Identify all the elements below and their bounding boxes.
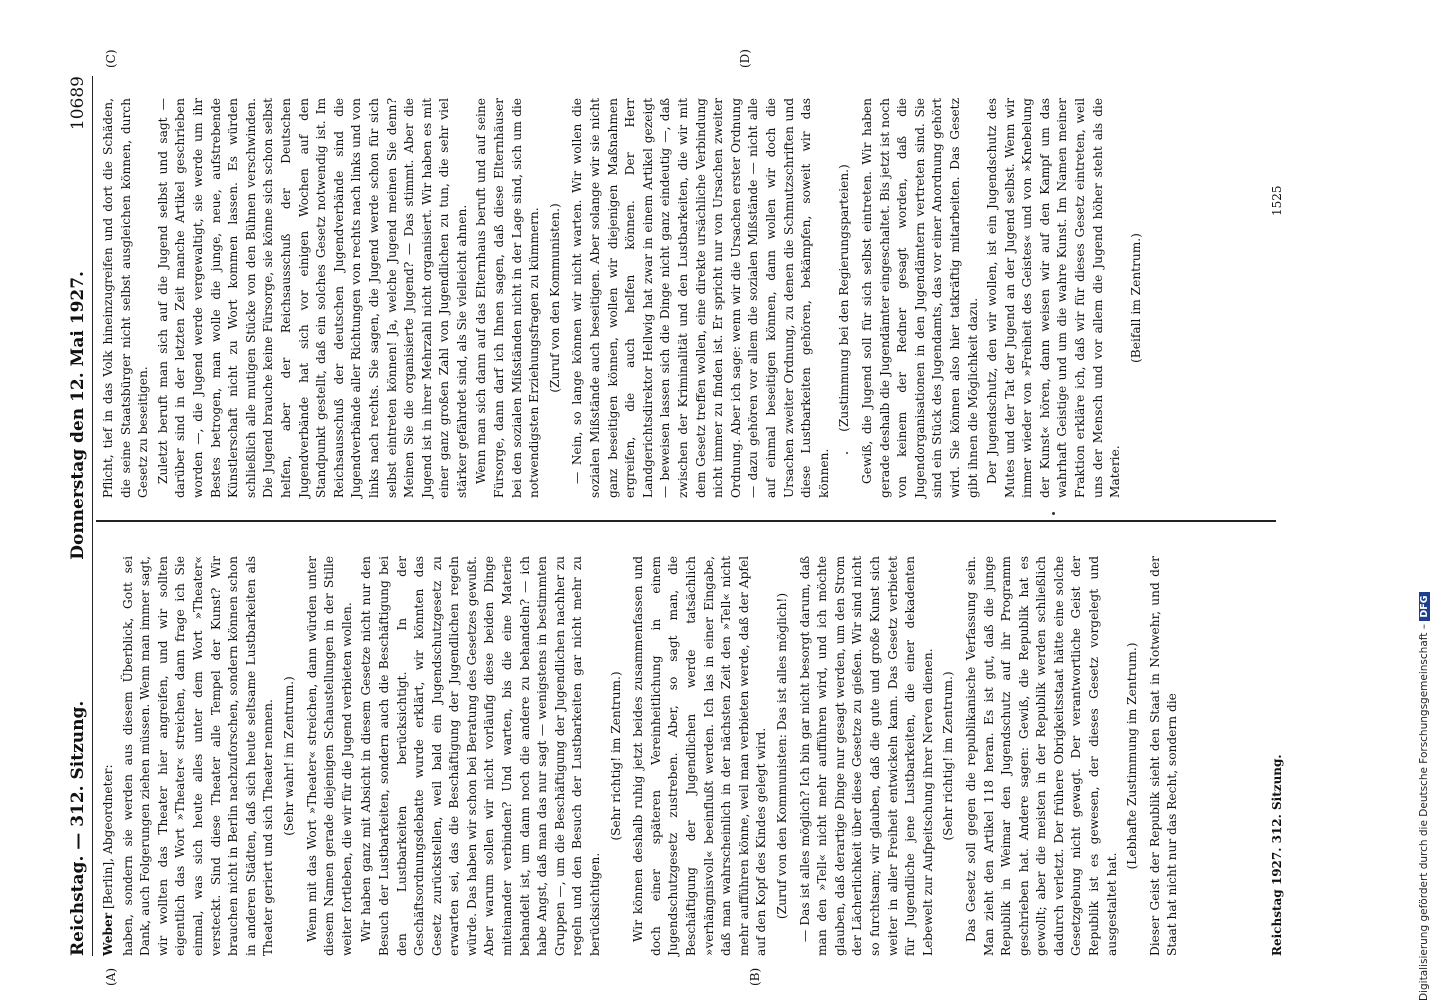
paragraph: haben, sondern sie werden aus diesem Überblick, Gott sei Dank, auch Folgerungen ziehen müssen. Wenn man immer sagt, wir wollten das Theater hier angreifen, und wir sollten eigentlich das Wort »Theater« streichen, dann frage ich Sie einmal, was sich heute alles unter dem Wort »Theater« versteckt. Sind diese Theater alle Tempel der Kunst? Wir brauchen nicht in Berlin nachzuforschen, sondern können schon in anderen Städten, daß sich heute seltsame Lustbarkeiten als Theater geriert und sich Theater nennen. (120, 556, 276, 956)
interjection: (Sehr richtig! im Zentrum.) (608, 671, 623, 841)
interjection: (Sehr richtig! im Zentrum.) (941, 671, 956, 841)
paragraph (100, 556, 118, 956)
document-page (48, 49, 1378, 986)
margin-marker-b: (B) (748, 967, 762, 986)
text-column-right (100, 98, 1150, 498)
interjection: (Lebhafte Zustimmung im Zentrum.) (1125, 642, 1140, 870)
footer-page-number: 1525 (1270, 185, 1284, 216)
header-page-number: 10689 (68, 76, 88, 131)
paragraph: Gewiß, die Jugend soll für sich selbst eintreten. Wir haben gerade deshalb die Jugendämter eingeschaltet. Bis jetzt ist noch von keinem der Redner gesagt worden, daß die Jugendorganisationen in den Jugendämtern vertreten sind. Sie sind ein Stück des Jugendamts, das vor einer Anordnung gehört wird. Sie können also hier tatkräftig mitarbeiten. Das Gesetz gibt ihnen die Möglichkeit dazu. (859, 98, 980, 498)
header-session: Reichstag. — 312. Sitzung. (68, 700, 88, 956)
speaker-note: [Berlin], Abgeordneter: (101, 764, 115, 909)
watermark-text: Digitalisierung gefördert durch die Deutsche Forschungsgemeinschaft – (1418, 624, 1430, 1001)
paragraph: Der Jugendschutz, den wir wollen, ist ein Jugendschutz des Mutes und der Tat der Jugend an der Jugend selbst. Wenn wir immer wieder von »Freiheit des Geistes« und von »Knebelung der Kunst« hören, dann weisen wir auf den Kampf um das wahrhaft Geistige und um die wahre Kunst. Im Namen meiner Fraktion erkläre ich, daß wir für dieses Gesetz eintreten, weil uns der Mensch und vor allem die Jugend höher steht als die Materie. (985, 98, 1123, 498)
paragraph: Wir können deshalb ruhig jetzt beides zusammenfassen und doch einer späteren Vereinheitlichung in einem Jugendschutzgesetz zustreben. Aber, so sagt man, die Beschäftigung der Jugendlichen werde tatsächlich »verhängnisvoll« beeinflußt werden. Ich las in einer Eingabe, daß man wahrscheinlich in der nächsten Zeit den »Tell« nicht mehr aufführen könne, weil man verbieten werde, daß der Apfel auf den Kopf des Kindes gelegt wird. (631, 556, 769, 956)
text-column-left (100, 556, 1184, 956)
scan-speck (1052, 512, 1055, 515)
speaker-name: Weber (101, 912, 115, 956)
paragraph: Das Gesetz soll gegen die republikanische Verfassung sein. Man zieht den Artikel 118 heran. Es ist gut, daß die junge Republik in Weimar den Jugendschutz auf ihr Programm geschrieben hat. Andere sagen: Gewiß, die Republik hat es gewollt; aber die meisten in der Republik werden schließlich dadurch verletzt. Der frühere Obrigkeitsstaat hätte eine solche Gesetzgebung nicht gewagt. Der verantwortliche Geist der Republik ist es gewesen, der dieses Gesetz vorgelegt und ausgestaltet hat. (963, 556, 1119, 956)
interjection: (Sehr wahr! im Zentrum.) (281, 676, 296, 836)
column-divider (96, 521, 1276, 523)
interjection: (Beifall im Zentrum.) (1128, 233, 1143, 363)
digitization-watermark (1418, 6, 1434, 1001)
margin-marker-c: (C) (104, 49, 118, 68)
paragraph: — Das ist alles möglich? Ich bin gar nicht besorgt darum, daß man den »Tell« nicht mehr aufführen wird, und ich möchte glauben, daß derartige Dinge nur gesagt werden, um den Strom der Lächerlichkeit über diese Gesetze zu gießen. Wir sind nicht so furchtsam; wir glauben, daß die gute und große Kunst sich weiter in aller Freiheit entwickeln kann. Das Gesetz verbietet für Jugendliche jene Lustbarkeiten, die einer dekadenten Lebewelt zur Aufpeitschung ihrer Nerven dienen. (797, 556, 935, 956)
header-date: Donnerstag den 12. Mai 1927. (68, 271, 88, 560)
scan-speck (846, 452, 848, 454)
footer-session: Reichstag 1927. 312. Sitzung. (1270, 754, 1284, 956)
paragraph: Pflicht, tief in das Volk hineinzugreifen und dort die Schäden, die seine Staatsbürger nicht selbst ausgleichen können, durch Gesetz zu beseitigen. (101, 98, 151, 498)
margin-marker-a: (A) (104, 967, 118, 986)
paragraph: Wenn mit das Wort »Theater« streichen, dann würden unter diesem Namen gerade diejenigen Schaustellungen in der Stille weiter fortleben, die wir für die Jugend verbieten wollen. (304, 556, 354, 956)
paragraph: Zuletzt beruft man sich auf die Jugend selbst und sagt — darüber sind in der letzten Zeit manche Artikel geschrieben worden —, die Jugend werde vergewaltigt, sie werde um ihr Bestes betrogen, man wolle die junge, neue, aufstrebende Künstlerschaft nicht zu Wort kommen lassen. Es würden schließlich alle mutigen Stücke von den Bühnen verschwinden. Die Jugend brauche keine Fürsorge, sie könne sich schon selbst helfen, aber der Reichsausschuß der Deutschen Jugendverbände hat sich vor einigen Wochen auf den Standpunkt gestellt, daß ein solches Gesetz notwendig ist. Im Reichsausschuß der deutschen Jugendverbände sind die Jugendverbände aller Richtungen von rechts nach links und von links nach rechts. Sie sagen, die Jugend werde schon für sich selbst eintreten können! Ja, welche Jugend meinen Sie denn? Meinen Sie die organisierte Jugend? — Das stimmt. Aber die Jugend ist in ihrer Mehrzahl nicht organisiert. Wir haben es mit einer ganz großen Zahl von Jugendlichen zu tun, die sehr viel stärker gefährdet sind, als Sie vielleicht ahnen. (155, 98, 469, 498)
margin-marker-d: (D) (738, 49, 752, 68)
page-header (48, 76, 93, 956)
dfg-logo: DFG (1419, 592, 1430, 620)
interjection: (Zuruf von den Kommunisten.) (547, 203, 562, 393)
interjection: (Zuruf von den Kommunisten: Das ist alles möglich!) (774, 592, 789, 920)
paragraph: Dieser Geist der Republik sieht den Staat in Notwehr, und der Staat hat nicht nur das Recht, sondern die (1147, 556, 1180, 956)
paragraph: Wenn man sich dann auf das Elternhaus beruft und auf seine Fürsorge, dann darf ich Ihnen sagen, daß diese Elternhäuser bei den sozialen Mißständen nicht in der Lage sind, sich um die notwendigsten Erziehungsfragen zu kümmern. (474, 98, 542, 498)
paragraph: Wir haben ganz mit Absicht in diesem Gesetze nicht nur den Besuch der Lustbarkeiten, sondern auch die Beschäftigung bei den Lustbarkeiten berücksichtigt. In der Geschäftsordnungsdebatte wurde erklärt, wir könnten das Gesetz zurückstellen, weil bald ein Jugendschutzgesetz zu erwarten sei, das die Beschäftigung der Jugendlichen regeln würde. Das haben wir schon bei Beratung des Gesetzes gewußt. Aber warum sollen wir nicht vorläufig diese beiden Dinge miteinander verbinden? Und warten, bis die eine Materie behandelt ist, um dann noch die andere zu behandeln? — ich habe Angst, daß man das nur sagt — wenigstens in bestimmten Gruppen —, um die Beschäftigung der Jugendlichen nachher zu regeln und den Besuch der Lustbarkeiten gar nicht mehr zu berücksichtigen. (359, 556, 603, 956)
interjection: (Zustimmung bei den Regierungsparteien.) (837, 164, 852, 432)
paragraph: — Nein, so lange können wir nicht warten. Wir wollen die sozialen Mißstände auch beseitigen. Aber solange wir sie nicht ganz beseitigen können, wollen wir diejenigen Maßnahmen ergreifen, die auch helfen können. Der Herr Landgerichtsdirektor Hellwig hat zwar in einem Artikel gezeigt — beweisen lassen sich die Dinge nicht ganz eindeutig —, daß zwischen der Kriminalität und den Lustbarkeiten, die wir mit dem Gesetz treffen wollen, eine direkte ursächliche Verbindung nicht immer zu finden ist. Er spricht nur von Ursachen zweiter Ordnung. Aber ich sage: wenn wir die Ursachen erster Ordnung — dazu gehören vor allem die sozialen Mißstände — nicht alle auf einmal beseitigen können, dann wollen wir doch die Ursachen zweiter Ordnung, zu denen die Schmutzschriften und diese Lustbarkeiten gehören, bekämpfen, soweit wir das können. (570, 98, 831, 498)
